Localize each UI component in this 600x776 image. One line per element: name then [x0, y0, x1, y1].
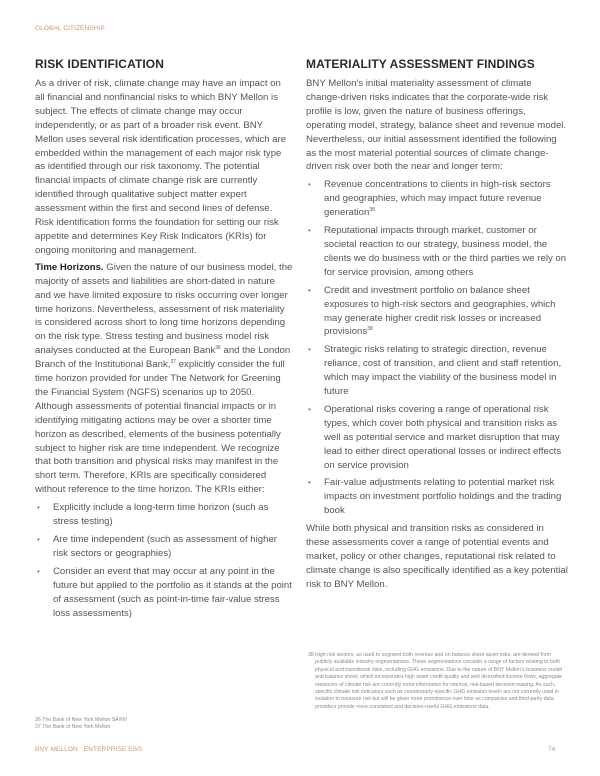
- risk-source-text: Revenue concentrations to clients in high-risk sectors and geographies, which may impact future revenue generation: [324, 179, 551, 219]
- page-number: 74: [548, 746, 556, 753]
- footer-report-name: ENTERPRISE ESG: [83, 746, 143, 753]
- footnote-ref-37[interactable]: 37: [170, 358, 177, 365]
- footnote-ref-38[interactable]: 38: [367, 326, 373, 333]
- kri-list-item: • Explicitly include a long-term time horizon (such as stress testing): [35, 501, 293, 529]
- footer-brand: BNY MELLON: [35, 746, 78, 753]
- risk-source-item: [306, 224, 568, 280]
- time-horizons-paragraph: [35, 261, 293, 497]
- risk-source-item: [306, 284, 568, 340]
- risk-source-text: Strategic risks relating to strategic direction, revenue reliance, cost of transition, and client and staff retention, which may impact the viability of the business model in future: [324, 344, 562, 398]
- risk-source-text: Reputational impacts through market, customer or societal reaction to our strategy, business model, the clients we do business with or the third parties we rely on for service provision, among others: [324, 225, 567, 278]
- left-column: [35, 57, 293, 624]
- footnotes-left: [35, 717, 127, 731]
- materiality-intro: BNY Mellon's initial materiality assessment of climate change-driven risks indicates that the corporate-wide risk profile is low, given the nature of business offerings, operating model, strategy, balance sheet and revenue model. Nevertheless, our initial assessment identified the following as the most material potential sources of climate change-driven risk over both the near and longer term:: [306, 78, 567, 173]
- time-horizons-lead: Time Horizons.: [35, 261, 104, 273]
- footnote-37: 37 The Bank of New York Mellon: [35, 724, 111, 731]
- time-horizons-text-2: and the London Branch of the Institutional Bank,: [35, 345, 291, 371]
- kri-list-item: • Are time independent (such as assessment of higher risk sectors or geographies): [35, 533, 293, 561]
- footnote-36: 36 The Bank of New York Mellon SA/NV: [35, 717, 128, 723]
- risk-source-item: [306, 476, 568, 518]
- materiality-closing: While both physical and transition risks as considered in these assessments cover a range of potential events and market, policy or other changes, reputational risk related to climate change is also specifically identified as a key potential risk to BNY Mellon.: [306, 523, 568, 590]
- footnote-text: High risk sectors, as used to segment both revenue and on balance sheet asset risks, are derived from publicly available industry segmentations. These segmentations consider a range of factors relating to both physical and transitional risks, including GHG emissions. Due to the nature of BNY Mellon's business model and balance sheet, which incorporates high asset credit quality and well diversified income flows, aggregate measures of climate risk are currently more informative for internal, risk-based decision-making. As such, specific climate risk indicators such as counterparty-specific GHG emission levels are not currently used in isolation to measure risk but will be given more prominence over time as companies and third-party data providers provide more consistent and decision-useful GHG emissions data.: [315, 652, 563, 710]
- footnote-38: [308, 652, 566, 711]
- right-column: [306, 57, 568, 592]
- kri-list-item: • Consider an event that may occur at any point in the future but applied to the portfolio as it stands at the point of assessment (such as point-in-time fair-value stress loss assessments): [35, 565, 293, 621]
- kri-list: [35, 501, 293, 620]
- risk-identification-heading: RISK IDENTIFICATION: [35, 57, 165, 71]
- risk-source-text: Credit and investment portfolio on balance sheet exposures to high-risk sectors and geographies, which may generate higher credit risk losses or increased provisions: [324, 284, 556, 338]
- time-horizons-text-3: explicitly consider the full time horizon provided for under The Network for Greening the Financial System (NGFS) scenarios up to 2050. Although assessments of potential financial impacts or in identifying mitigating actions may be over a shorter time horizon as described, elements of the business potentially subject to higher risk are time independent. We recognize that both transition and physical risks may manifest in the short term. Therefore, KRIs are specifically considered without reference to the time horizon. The KRIs either:: [35, 359, 285, 496]
- footnote-ref-38[interactable]: 38: [369, 206, 375, 213]
- risk-source-item: [306, 343, 568, 399]
- risk-source-item: [306, 403, 568, 473]
- risk-identification-intro: As a driver of risk, climate change may have an impact on all financial and nonfinancial risks to which BNY Mellon is subject. The effects of climate change may occur independently, or as part of a broader risk event. BNY Mellon uses several risk identification processes, which are embedded within the management of each major risk type as identified through our risk taxonomy. The potential financial impacts of climate change risk are currently identified through qualitative subject matter expert assessment within the first and second lines of defense. Risk identification forms the foundation for setting our risk appetite and determines Key Risk Indicators (KRIs) for ongoing monitoring and management.: [35, 78, 287, 256]
- section-label: GLOBAL CITIZENSHIP: [35, 25, 105, 32]
- risk-source-item: [306, 178, 568, 220]
- risk-source-text: Fair-value adjustments relating to potential market risk impacts on investment portfolio holdings and the trading book: [324, 477, 562, 517]
- risk-sources-list: [306, 178, 568, 518]
- footnote-number: 38: [308, 652, 314, 658]
- footnote-ref-36[interactable]: 36: [215, 345, 221, 352]
- materiality-heading: MATERIALITY ASSESSMENT FINDINGS: [306, 57, 535, 71]
- page-footer: [35, 746, 142, 753]
- time-horizons-text-1: Given the nature of our business model, the majority of assets and liabilities are short-dated in nature and we have limited exposure to risks occurring over longer time horizons. Nevertheless, assessment of risk materiality is considered across short to long time horizons depending on the risk type. Stress testing and business model risk analyses conducted at the European Bank: [35, 261, 293, 357]
- risk-source-text: Operational risks covering a range of operational risk types, which cover both physical and transition risks as well as potential service and market disruption that may lead to either direct operational losses or indirect effects on service provision: [324, 403, 562, 471]
